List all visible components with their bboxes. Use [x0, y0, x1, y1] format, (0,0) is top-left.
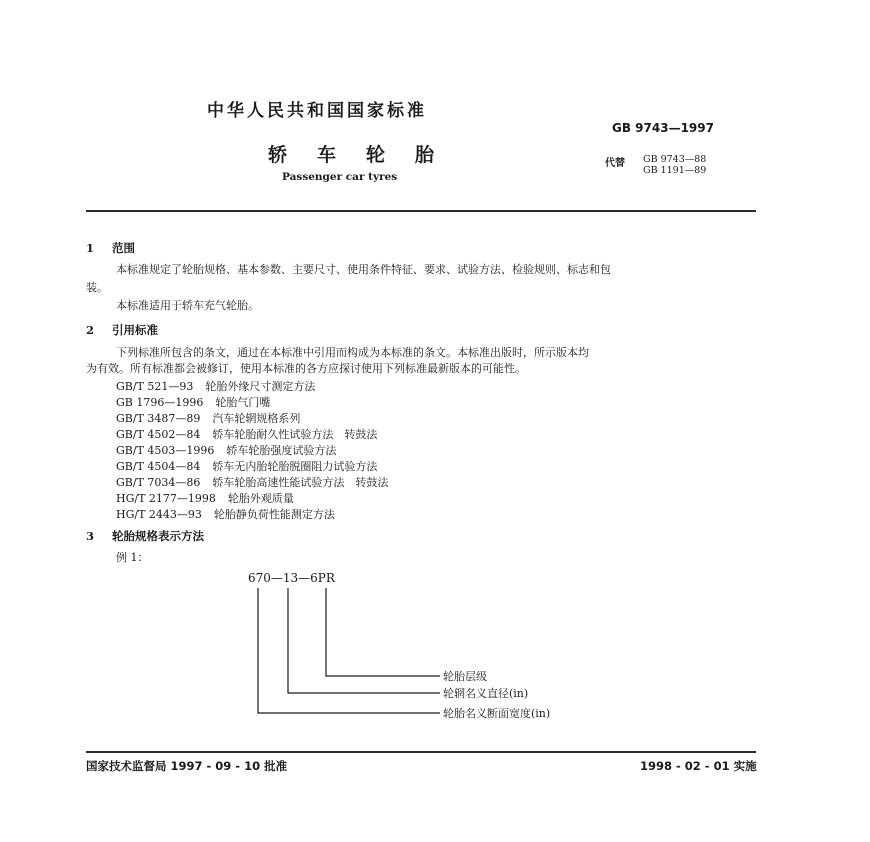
replaces-label: 代替 [605, 158, 625, 169]
reference-code: GB/T 521—93 [116, 380, 194, 393]
callout-line-ply [326, 588, 440, 676]
paragraph: 下列标准所包含的条文，通过在本标准中引用而构成为本标准的条文。本标准出版时，所示版本均 [116, 346, 589, 359]
reference-title: 轮胎外观质量 [227, 492, 294, 505]
replaced-standard: GB 1191—89 [643, 165, 707, 176]
standard-number: GB 9743—1997 [612, 121, 714, 135]
reference-code: HG/T 2177—1998 [116, 492, 216, 505]
paragraph: 本标准规定了轮胎规格、基本参数、主要尺寸、使用条件特征、要求、试验方法、检验规则、标志和包 [116, 263, 611, 276]
reference-title: 轮胎外缘尺寸测定方法 [205, 380, 316, 393]
footer-divider [86, 751, 756, 753]
reference-title: 轮胎气门嘴 [215, 396, 271, 409]
reference-code: GB 1796—1996 [116, 396, 204, 409]
paragraph: 本标准适用于轿车充气轮胎。 [116, 299, 259, 312]
reference-code: GB/T 3487—89 [116, 412, 201, 425]
section-number: 3 [86, 529, 95, 543]
callout-label-section-width: 轮胎名义断面宽度(in) [443, 707, 551, 720]
reference-title: 轿车无内胎轮胎脱圈阻力试验方法 [212, 460, 378, 473]
reference-title: 轿车轮胎强度试验方法 [226, 444, 337, 457]
reference-code: GB/T 4503—1996 [116, 444, 215, 457]
callout-line-rim [288, 588, 440, 693]
reference-title: 汽车轮辋规格系列 [212, 412, 301, 425]
effective-date: 1998 - 02 - 01 实施 [640, 759, 757, 773]
reference-title: 轮胎静负荷性能测定方法 [213, 508, 335, 521]
paragraph: 装。 [86, 281, 108, 294]
reference-title: 轿车轮胎高速性能试验方法 转鼓法 [212, 476, 389, 489]
section-title: 轮胎规格表示方法 [112, 529, 204, 543]
approval-date: 国家技术监督局 1997 - 09 - 10 批准 [86, 759, 288, 773]
tyre-spec-code: 670—13—6PR [248, 571, 335, 585]
document-title-en: Passenger car tyres [282, 171, 398, 183]
section-title: 范围 [112, 241, 135, 255]
replaced-standard: GB 9743—88 [643, 154, 707, 165]
reference-code: GB/T 4504—84 [116, 460, 201, 473]
callout-line-width [258, 588, 440, 713]
example-label: 例 1： [116, 551, 149, 564]
callout-label-rim-diameter: 轮辋名义直径(in) [443, 687, 529, 700]
section-title: 引用标准 [112, 323, 158, 337]
paragraph: 为有效。所有标准都会被修订，使用本标准的各方应探讨使用下列标准最新版本的可能性。 [86, 362, 526, 375]
document-title-cn: 轿车轮胎 [268, 144, 465, 166]
reference-code: GB/T 7034—86 [116, 476, 201, 489]
section-number: 2 [86, 323, 95, 337]
national-standard-title: 中华人民共和国国家标准 [207, 101, 427, 121]
reference-code: HG/T 2443—93 [116, 508, 202, 521]
callout-label-ply-rating: 轮胎层级 [443, 670, 487, 683]
section-number: 1 [86, 241, 95, 255]
reference-code: GB/T 4502—84 [116, 428, 201, 441]
reference-title: 轿车轮胎耐久性试验方法 转鼓法 [212, 428, 378, 441]
